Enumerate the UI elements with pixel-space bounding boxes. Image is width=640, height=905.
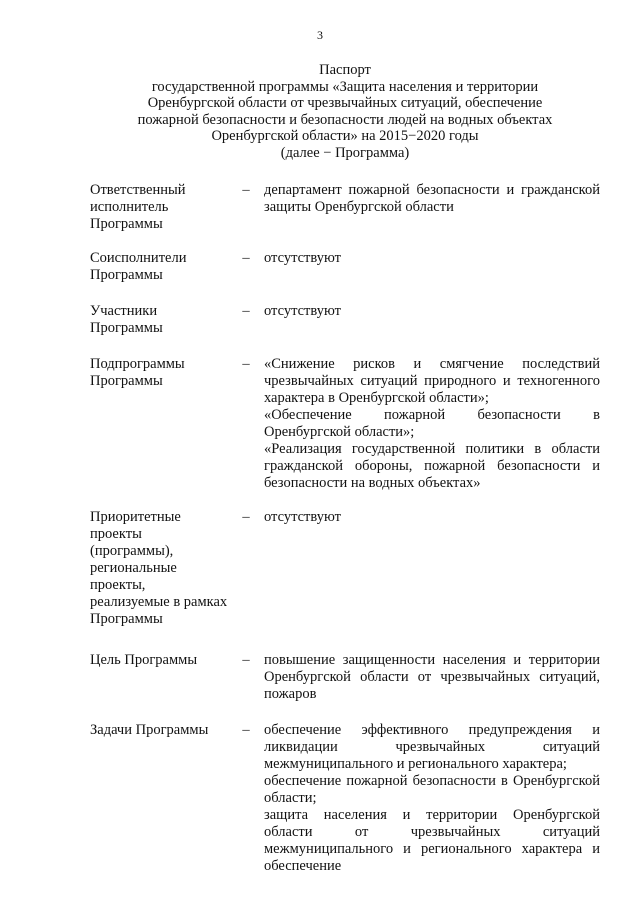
row-participants: [90, 303, 600, 337]
row-label: Ответственный исполнитель Программы: [90, 182, 186, 232]
row-dash: –: [242, 303, 250, 319]
document-heading: [90, 62, 600, 161]
row-priority-projects: [90, 509, 600, 628]
row-dash: –: [242, 182, 250, 198]
row-subprograms: [90, 356, 600, 492]
value-paragraph: «Снижение рисков и смягчение последствий чрезвычайных ситуаций природного и техногенного характера в Оренбургской области»;: [264, 356, 600, 406]
heading-line: (далее − Программа): [280, 144, 410, 161]
row-value: [264, 250, 600, 267]
value-paragraph: повышение защищенности населения и территории Оренбургской области от чрезвычайных ситуаций, пожаров: [264, 652, 600, 702]
row-value: [264, 722, 600, 875]
value-paragraph: «Обеспечение пожарной безопасности в Оренбургской области»;: [264, 407, 600, 440]
row-value: [264, 303, 600, 320]
row-label: Приоритетные проекты (программы), региональные проекты, реализуемые в рамках Программы: [90, 509, 228, 627]
heading-line: государственной программы «Защита населения и территории: [151, 78, 539, 95]
value-paragraph: обеспечение пожарной безопасности в Оренбургской области;: [264, 773, 600, 806]
value-paragraph: отсутствуют: [264, 250, 341, 266]
passport-table: [90, 182, 600, 875]
row-value: [264, 182, 600, 216]
value-paragraph: «Реализация государственной политики в области гражданской обороны, пожарной безопасности и безопасности на водных объектах»: [264, 441, 600, 491]
row-tasks: [90, 722, 600, 875]
value-paragraph: защита населения и территории Оренбургской области от чрезвычайных ситуаций межмуниципального и регионального характера и обеспечение: [264, 807, 600, 874]
heading-line: пожарной безопасности и безопасности людей на водных объектах: [137, 111, 553, 128]
row-responsible-executor: [90, 182, 600, 233]
row-dash: –: [242, 250, 250, 266]
row-label: Участники Программы: [90, 303, 163, 336]
row-label: Задачи Программы: [90, 722, 209, 738]
value-paragraph: отсутствуют: [264, 303, 341, 319]
heading-line: Оренбургской области» на 2015−2020 годы: [211, 128, 479, 144]
row-label: Цель Программы: [90, 652, 198, 668]
value-paragraph: департамент пожарной безопасности и гражданской защиты Оренбургской области: [264, 182, 600, 215]
row-dash: –: [242, 509, 250, 525]
row-dash: –: [242, 722, 250, 738]
heading-title: Паспорт: [319, 62, 371, 78]
row-goal: [90, 652, 600, 703]
row-dash: –: [242, 652, 250, 668]
page-number: 3: [317, 28, 323, 42]
row-label: Подпрограммы Программы: [90, 356, 185, 389]
row-dash: –: [242, 356, 250, 372]
row-value: [264, 356, 600, 492]
row-value: [264, 509, 600, 526]
value-paragraph: отсутствуют: [264, 509, 341, 525]
heading-line: Оренбургской области от чрезвычайных ситуаций, обеспечение: [147, 95, 543, 111]
row-co-executors: [90, 250, 600, 284]
row-value: [264, 652, 600, 703]
row-label: Соисполнители Программы: [90, 250, 187, 283]
value-paragraph: обеспечение эффективного предупреждения и ликвидации чрезвычайных ситуаций межмуниципального и регионального характера;: [264, 722, 600, 772]
